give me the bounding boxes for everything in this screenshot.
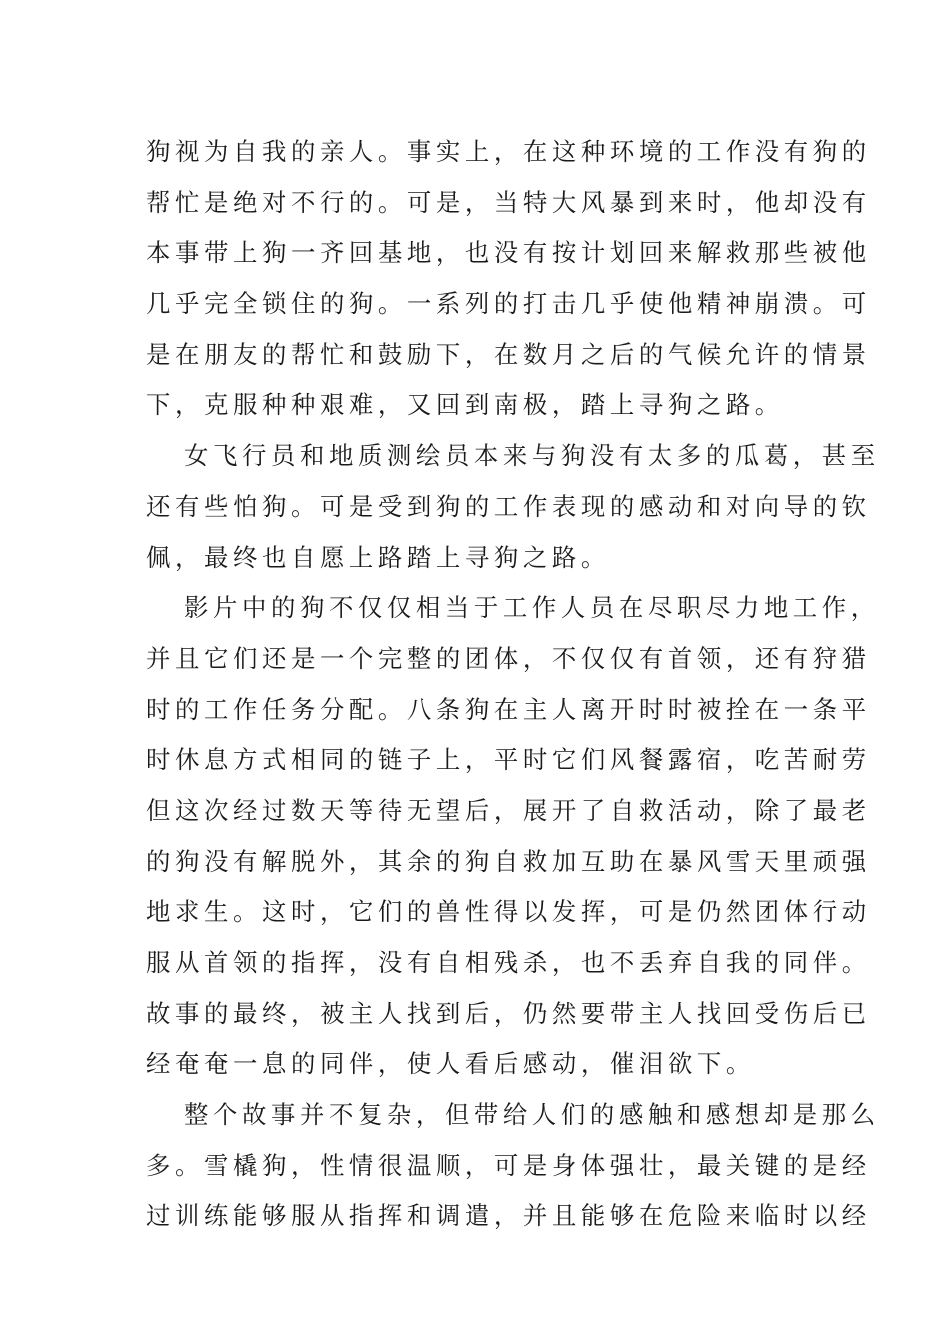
text-line: 时休息方式相同的链子上，平时它们风餐露宿，吃苦耐劳 [146, 745, 871, 775]
text-line: 本事带上狗一齐回基地，也没有按计划回来解救那些被他 [146, 238, 871, 268]
text-line: 地求生。这时，它们的兽性得以发挥，可是仍然团体行动 [146, 897, 871, 927]
text-line: 下，克服种种艰难，又回到南极，踏上寻狗之路。 [146, 390, 784, 420]
text-line: 故事的最终，被主人找到后，仍然要带主人找回受伤后已 [146, 998, 871, 1028]
text-line: 的狗没有解脱外，其余的狗自救加互助在暴风雪天里顽强 [146, 846, 871, 876]
text-line: 服从首领的指挥，没有自相残杀，也不丢弃自我的同伴。 [146, 948, 871, 977]
paragraph-first-line: 影片中的狗不仅仅相当于工作人员在尽职尽力地工作， [184, 593, 880, 623]
paragraph-first-line: 整个故事并不复杂，但带给人们的感触和感想却是那么 [184, 1100, 880, 1130]
text-line: 时的工作任务分配。八条狗在主人离开时时被拴在一条平 [146, 694, 871, 724]
text-line: 帮忙是绝对不行的。可是，当特大风暴到来时，他却没有 [146, 187, 871, 217]
text-line: 但这次经过数天等待无望后，展开了自救活动，除了最老 [146, 795, 871, 825]
text-line: 狗视为自我的亲人。事实上，在这种环境的工作没有狗的 [146, 137, 871, 166]
text-line: 经奄奄一息的同伴，使人看后感动，催泪欲下。 [146, 1049, 755, 1079]
text-line: 佩，最终也自愿上路踏上寻狗之路。 [146, 542, 610, 572]
text-line: 还有些怕狗。可是受到狗的工作表现的感动和对向导的钦 [146, 491, 871, 521]
text-line: 过训练能够服从指挥和调遣，并且能够在危险来临时以经 [146, 1201, 871, 1231]
text-line: 多。雪橇狗，性情很温顺，可是身体强壮，最关键的是经 [146, 1150, 871, 1180]
paragraph-first-line: 女飞行员和地质测绘员本来与狗没有太多的瓜葛，甚至 [184, 441, 880, 471]
text-line: 是在朋友的帮忙和鼓励下，在数月之后的气候允许的情景 [146, 339, 871, 369]
body-text [146, 127, 880, 1242]
text-line: 几乎完全锁住的狗。一系列的打击几乎使他精神崩溃。可 [146, 289, 871, 319]
text-line: 并且它们还是一个完整的团体，不仅仅有首领，还有狩猎 [146, 643, 871, 673]
